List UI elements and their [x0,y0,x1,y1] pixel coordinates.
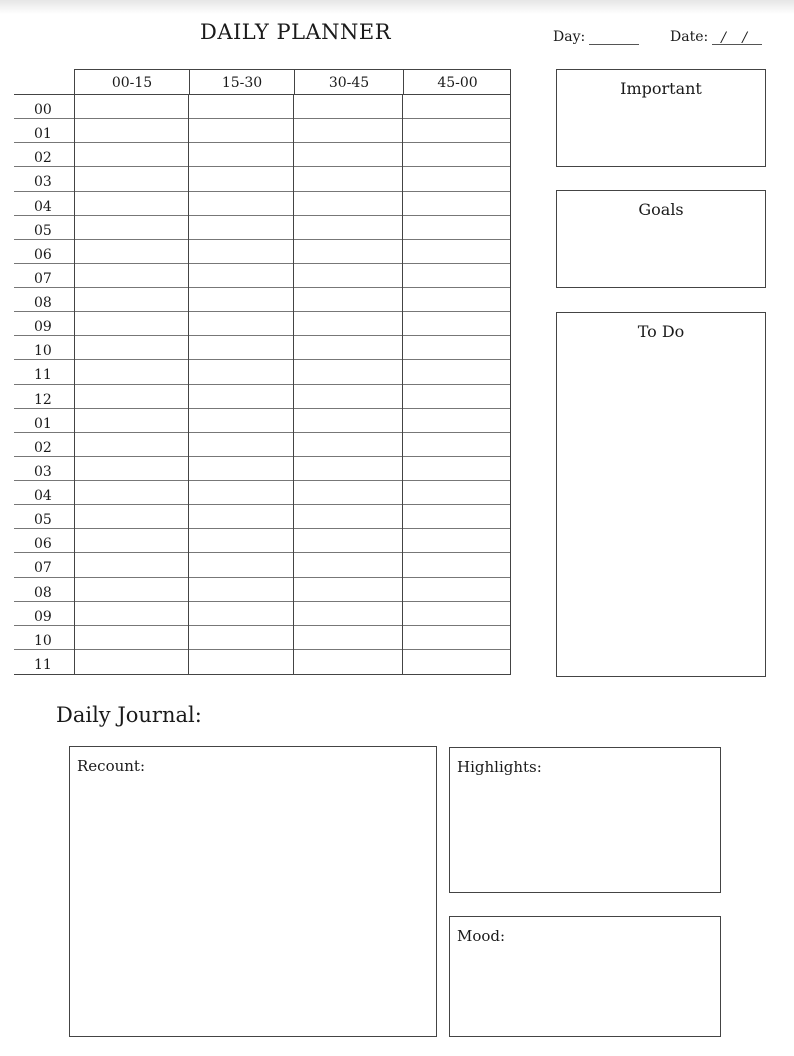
hour-label: 02 [34,150,52,167]
schedule-row [14,143,510,167]
hour-label: 08 [34,584,52,601]
schedule-row [14,457,510,481]
schedule-row [14,264,510,288]
grid-divider [74,95,75,674]
mood-label: Mood: [457,927,506,945]
hour-label: 07 [34,270,52,287]
goals-box [556,190,766,288]
hour-label: 04 [34,488,52,504]
hour-label: 09 [34,608,52,625]
schedule-row [14,529,510,553]
column-header: 15-30 [189,70,294,95]
date-blank-line: / / [712,30,762,45]
schedule-row [14,336,510,360]
schedule-row [14,409,510,433]
hour-label: 00 [34,102,52,118]
hour-label: 07 [34,560,52,577]
hour-label: 06 [34,246,52,263]
hour-label: 11 [34,367,52,384]
hour-label: 01 [34,415,52,432]
schedule-row [14,360,510,384]
grid-divider [188,95,189,674]
schedule-row [14,312,510,336]
hour-label: 11 [34,656,52,673]
important-label: Important [620,79,702,98]
schedule-row [14,288,510,312]
hour-label: 10 [34,632,52,649]
schedule-row [14,578,510,602]
column-header: 45-00 [403,70,511,95]
schedule-row [14,553,510,577]
date-label: Date: [670,29,709,45]
hour-label: 06 [34,536,52,553]
recount-box [69,746,437,1037]
date-field [670,29,762,45]
page-top-shadow [0,0,794,14]
schedule-row [14,385,510,409]
schedule-row [14,167,510,191]
schedule-row [14,192,510,216]
journal-title: Daily Journal: [56,703,202,727]
schedule-row [14,602,510,626]
column-header: 00-15 [111,75,153,91]
day-label: Day: [553,29,586,45]
day-blank-line [589,30,639,45]
schedule-row [14,119,510,143]
schedule-row [14,481,510,505]
important-box [556,69,766,167]
schedule-column-headers [74,69,511,94]
recount-label: Recount: [77,757,146,775]
schedule-row [14,505,510,529]
highlights-box [449,747,721,893]
grid-divider [402,95,403,674]
schedule-row [14,240,510,264]
hour-label: 04 [34,198,52,215]
todo-box [556,312,766,677]
hourly-schedule-grid [14,94,511,675]
schedule-row [14,433,510,457]
highlights-label: Highlights: [457,758,542,776]
hour-label: 02 [34,439,52,456]
hour-label: 05 [34,222,52,239]
hour-label: 08 [34,295,52,311]
column-header: 30-45 [294,70,403,95]
schedule-row [14,650,510,674]
schedule-row [14,626,510,650]
hour-label: 01 [34,126,52,143]
hour-label: 05 [34,512,52,529]
hour-label: 12 [34,391,52,408]
mood-box [449,916,721,1037]
schedule-row [14,216,510,240]
hour-label: 03 [34,463,52,480]
hour-label: 03 [34,174,52,191]
grid-divider [293,95,294,674]
hour-label: 10 [34,343,52,360]
page-title: DAILY PLANNER [200,20,392,44]
schedule-row [14,95,510,119]
hour-label: 09 [34,319,52,336]
goals-label: Goals [638,200,684,219]
day-field [553,29,639,45]
todo-label: To Do [637,322,685,341]
